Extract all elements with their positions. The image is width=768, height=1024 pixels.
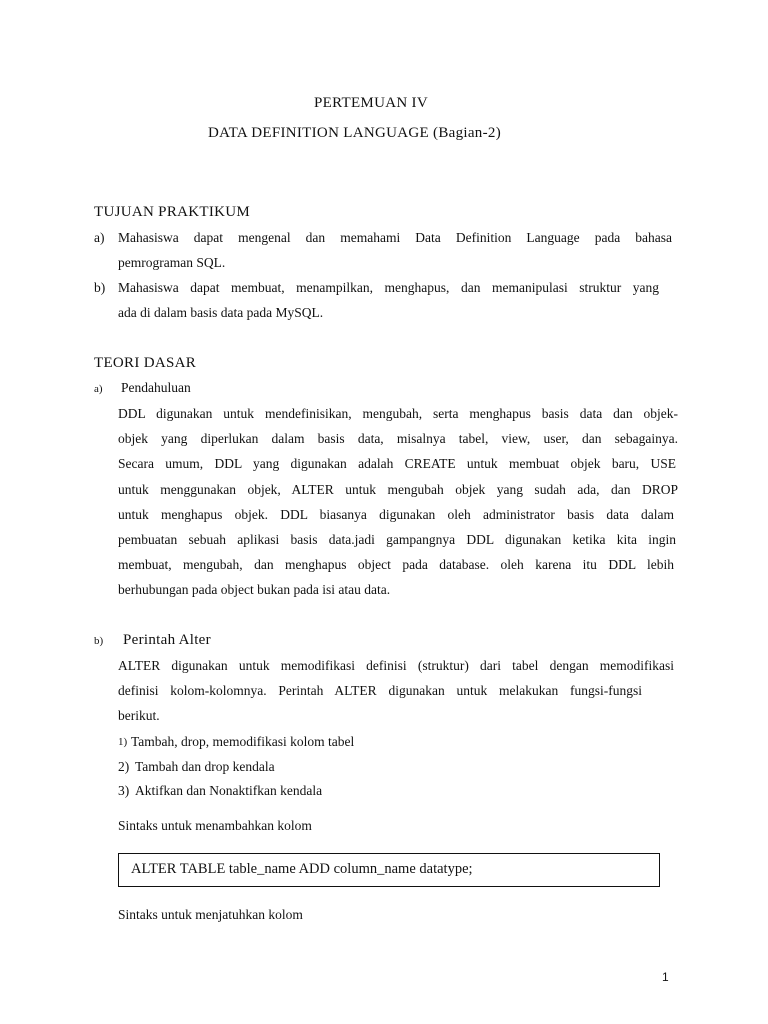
pendahuluan-line-5: untuk menghapus objek. DDL biasanya digunakan oleh administrator basis data dalam bbox=[118, 507, 674, 522]
alter-line-1: ALTER digunakan untuk memodifikasi definisi (struktur) dari tabel dengan memodifikasi bbox=[118, 658, 674, 673]
document-subtitle: DATA DEFINITION LANGUAGE (Bagian-2) bbox=[208, 125, 501, 141]
alter-list-2-text: Tambah dan drop kendala bbox=[135, 759, 275, 774]
pendahuluan-line-3: Secara umum, DDL yang digunakan adalah CREATE untuk membuat objek baru, USE bbox=[118, 456, 676, 471]
alter-line-2: definisi kolom-kolomnya. Perintah ALTER digunakan untuk melakukan fungsi-fungsi bbox=[118, 683, 642, 698]
pendahuluan-line-7: membuat, mengubah, dan menghapus object pada database. oleh karena itu DDL lebih bbox=[118, 557, 674, 572]
tujuan-item-a-line-2: pemrograman SQL. bbox=[118, 255, 226, 270]
tujuan-item-b-marker: b) bbox=[94, 280, 106, 295]
pendahuluan-line-8: berhubungan pada object bukan pada isi atau data. bbox=[118, 582, 391, 597]
alter-line-3: berikut. bbox=[118, 708, 160, 723]
alter-list-3-number: 3) bbox=[118, 783, 130, 798]
alter-title: Perintah Alter bbox=[123, 632, 211, 648]
pendahuluan-line-4: untuk menggunakan objek, ALTER untuk mengubah objek yang sudah ada, dan DROP bbox=[118, 482, 678, 497]
alter-list-3-text: Aktifkan dan Nonaktifkan kendala bbox=[135, 783, 323, 798]
tujuan-item-b-line-2: ada di dalam basis data pada MySQL. bbox=[118, 305, 324, 320]
syntax-add-code: ALTER TABLE table_name ADD column_name datatype; bbox=[131, 861, 473, 877]
alter-list-2-number: 2) bbox=[118, 759, 130, 774]
page-number: 1 bbox=[662, 970, 669, 984]
pendahuluan-title: Pendahuluan bbox=[121, 380, 191, 395]
tujuan-item-b-line-1: Mahasiswa dapat membuat, menampilkan, menghapus, dan memanipulasi struktur yang bbox=[118, 280, 659, 295]
section-heading-teori: TEORI DASAR bbox=[94, 355, 197, 371]
pendahuluan-line-2: objek yang diperlukan dalam basis data, misalnya tabel, view, user, dan sebagainya. bbox=[118, 431, 678, 446]
pendahuluan-marker: a) bbox=[94, 383, 103, 395]
pendahuluan-line-6: pembuatan sebuah aplikasi basis data.jadi gampangnya DDL digunakan ketika kita ingin bbox=[118, 532, 676, 547]
tujuan-item-a-line-1: Mahasiswa dapat mengenal dan memahami Data Definition Language pada bahasa bbox=[118, 230, 672, 245]
syntax-add-label: Sintaks untuk menambahkan kolom bbox=[118, 818, 312, 833]
meeting-title: PERTEMUAN IV bbox=[314, 95, 428, 111]
alter-list-1-number: 1) bbox=[118, 736, 128, 748]
section-heading-tujuan: TUJUAN PRAKTIKUM bbox=[94, 204, 251, 220]
pendahuluan-line-1: DDL digunakan untuk mendefinisikan, mengubah, serta menghapus basis data dan objek- bbox=[118, 406, 678, 421]
tujuan-item-a-marker: a) bbox=[94, 230, 105, 245]
syntax-drop-label: Sintaks untuk menjatuhkan kolom bbox=[118, 907, 303, 922]
alter-list-1-text: Tambah, drop, memodifikasi kolom tabel bbox=[131, 734, 355, 749]
alter-marker: b) bbox=[94, 635, 104, 647]
syntax-add-code-box bbox=[118, 853, 660, 887]
